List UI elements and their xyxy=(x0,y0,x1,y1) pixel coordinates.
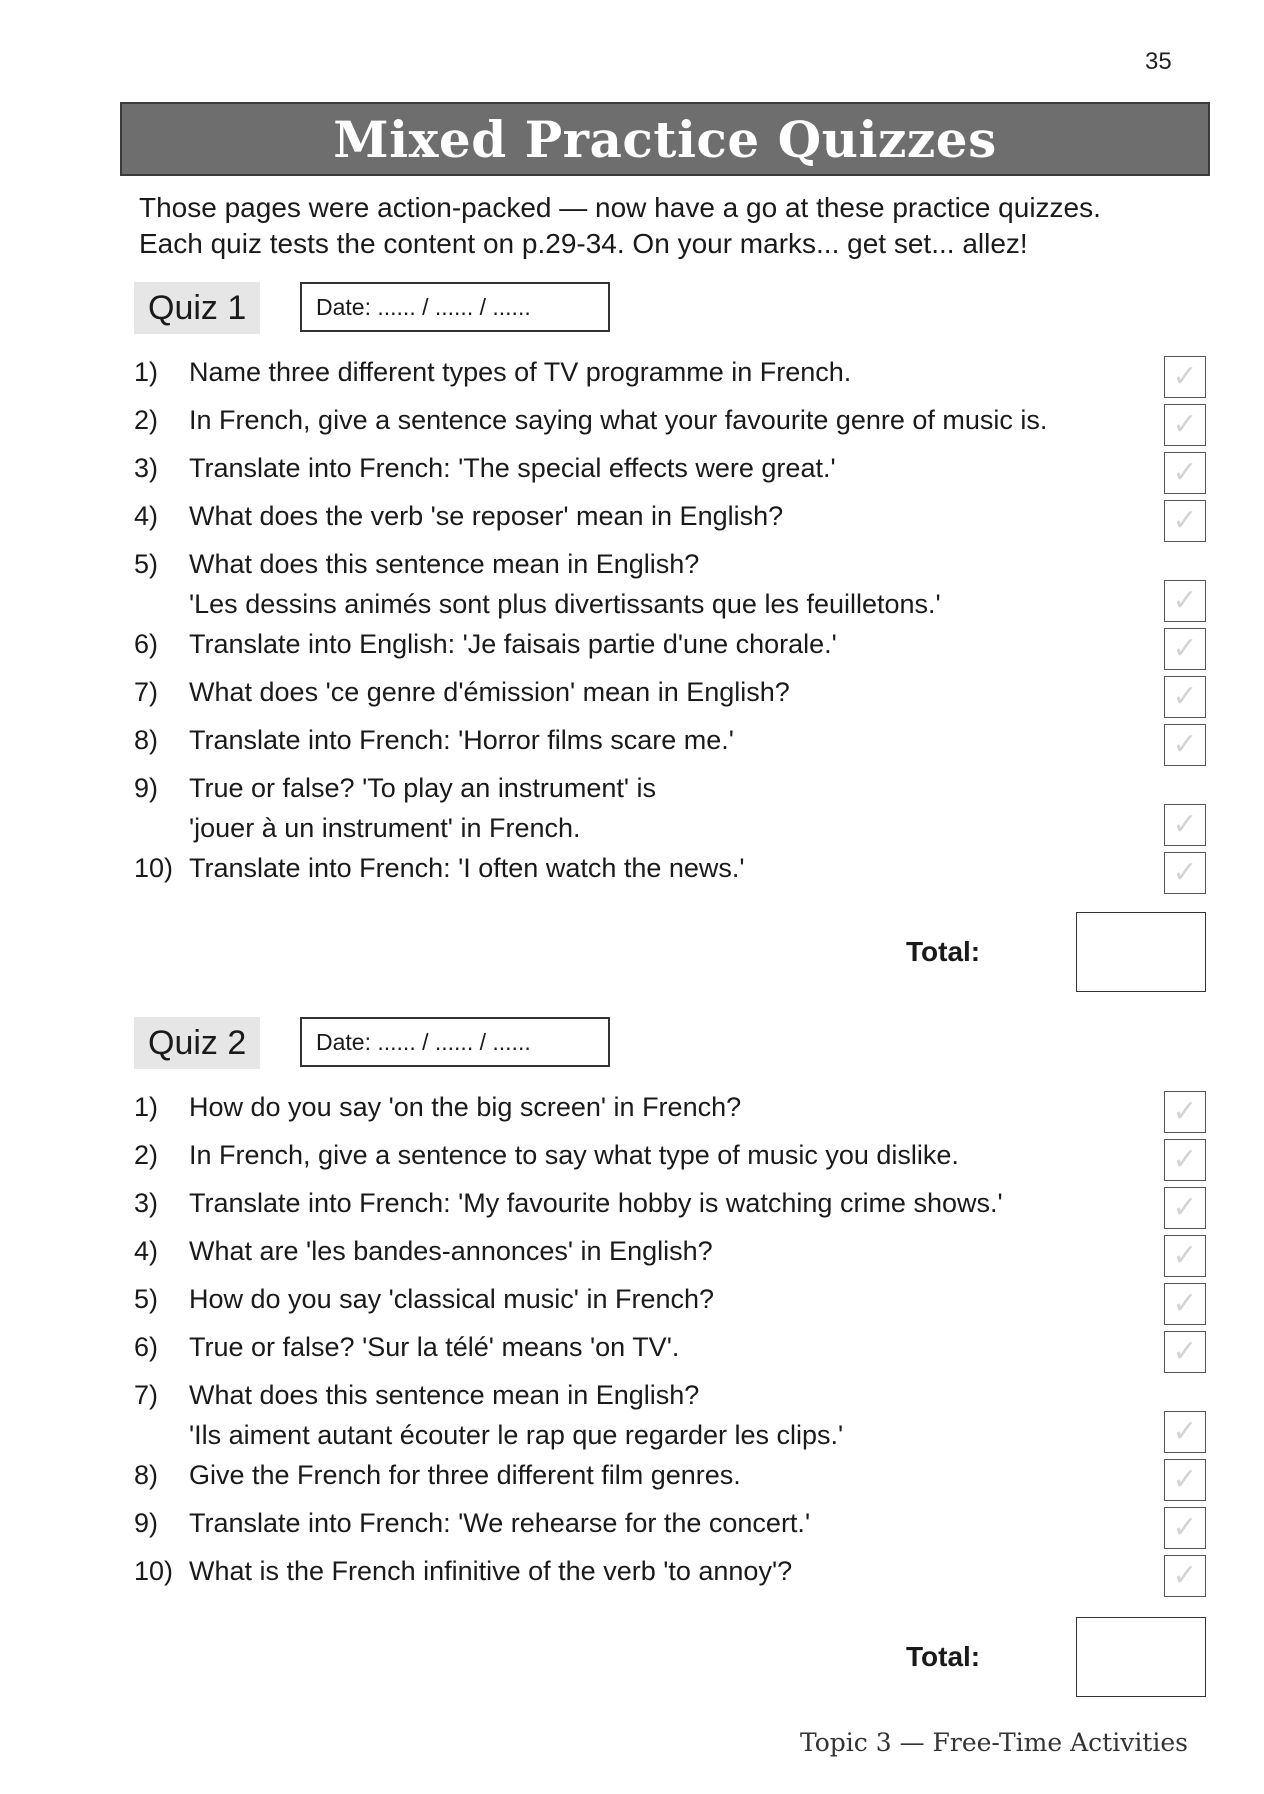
check-icon: ✓ xyxy=(1172,1511,1198,1544)
question-text: What does this sentence mean in English? xyxy=(189,549,700,579)
question-text: What does 'ce genre d'émission' mean in English? xyxy=(189,677,790,707)
answer-checkbox[interactable] xyxy=(1164,580,1206,622)
question-item xyxy=(134,544,1214,624)
check-icon: ✓ xyxy=(1172,1239,1198,1272)
question-text-line-2: 'jouer à un instrument' in French. xyxy=(189,813,581,843)
question-number: 5) xyxy=(134,549,159,579)
question-text: Name three different types of TV programme in French. xyxy=(189,357,852,387)
question-item xyxy=(134,448,1214,496)
check-icon: ✓ xyxy=(1172,584,1198,617)
check-icon: ✓ xyxy=(1172,1415,1198,1448)
question-text: Translate into French: 'The special effects were great.' xyxy=(189,453,836,483)
question-text: Translate into French: 'I often watch the news.' xyxy=(189,853,745,883)
question-number: 8) xyxy=(134,725,159,755)
question-number: 7) xyxy=(134,1380,159,1410)
intro-text xyxy=(139,190,1199,262)
date-field[interactable]: Date: ...... / ...... / ...... xyxy=(300,1017,610,1067)
question-item xyxy=(134,624,1214,672)
question-text-line-2: 'Ils aiment autant écouter le rap que regarder les clips.' xyxy=(189,1420,844,1450)
question-text: Translate into French: 'We rehearse for the concert.' xyxy=(189,1508,811,1538)
question-number: 6) xyxy=(134,1332,159,1362)
intro-line-1: Those pages were action-packed — now have a go at these practice quizzes. xyxy=(139,192,1101,223)
question-item xyxy=(134,848,1214,896)
question-text: Give the French for three different film genres. xyxy=(189,1460,741,1490)
quiz-label: Quiz 1 xyxy=(134,282,260,334)
question-text: Translate into English: 'Je faisais partie d'une chorale.' xyxy=(189,629,837,659)
total-score-box[interactable] xyxy=(1076,1617,1206,1697)
total-row xyxy=(906,912,1206,994)
question-text: True or false? 'To play an instrument' is xyxy=(189,773,657,803)
question-list xyxy=(134,352,1214,896)
answer-checkbox[interactable] xyxy=(1164,452,1206,494)
question-number: 8) xyxy=(134,1460,159,1490)
question-item xyxy=(134,1375,1214,1455)
answer-checkbox[interactable] xyxy=(1164,1459,1206,1501)
question-item xyxy=(134,352,1214,400)
question-item xyxy=(134,1231,1214,1279)
check-icon: ✓ xyxy=(1172,360,1198,393)
quiz-header xyxy=(134,1017,1214,1077)
quiz-header xyxy=(134,282,1214,342)
question-item xyxy=(134,400,1214,448)
question-number: 2) xyxy=(134,1140,159,1170)
answer-checkbox[interactable] xyxy=(1164,1331,1206,1373)
check-icon: ✓ xyxy=(1172,680,1198,713)
footer-topic: Topic 3 — Free-Time Activities xyxy=(800,1728,1188,1757)
check-icon: ✓ xyxy=(1172,1095,1198,1128)
question-text: In French, give a sentence saying what your favourite genre of music is. xyxy=(189,405,1048,435)
answer-checkbox[interactable] xyxy=(1164,1235,1206,1277)
question-number: 7) xyxy=(134,677,159,707)
question-text-line-2: 'Les dessins animés sont plus divertissants que les feuilletons.' xyxy=(189,589,941,619)
question-item xyxy=(134,768,1214,848)
question-number: 4) xyxy=(134,1236,159,1266)
answer-checkbox[interactable] xyxy=(1164,804,1206,846)
question-text: Translate into French: 'Horror films scare me.' xyxy=(189,725,734,755)
title-banner xyxy=(120,102,1210,176)
total-score-box[interactable] xyxy=(1076,912,1206,992)
question-number: 1) xyxy=(134,1092,159,1122)
answer-checkbox[interactable] xyxy=(1164,852,1206,894)
question-number: 4) xyxy=(134,501,159,531)
answer-checkbox[interactable] xyxy=(1164,1139,1206,1181)
question-number: 6) xyxy=(134,629,159,659)
check-icon: ✓ xyxy=(1172,1191,1198,1224)
quiz-1 xyxy=(134,282,1214,967)
answer-checkbox[interactable] xyxy=(1164,1283,1206,1325)
answer-checkbox[interactable] xyxy=(1164,628,1206,670)
question-number: 5) xyxy=(134,1284,159,1314)
question-number: 9) xyxy=(134,773,159,803)
answer-checkbox[interactable] xyxy=(1164,1411,1206,1453)
question-item xyxy=(134,1455,1214,1503)
check-icon: ✓ xyxy=(1172,632,1198,665)
total-label: Total: xyxy=(906,936,981,967)
question-item xyxy=(134,672,1214,720)
quiz-2 xyxy=(134,1017,1214,1672)
intro-line-2: Each quiz tests the content on p.29-34. On your marks... get set... allez! xyxy=(139,228,1028,259)
question-text: How do you say 'on the big screen' in French? xyxy=(189,1092,742,1122)
question-item xyxy=(134,1183,1214,1231)
question-number: 3) xyxy=(134,453,159,483)
question-number: 10) xyxy=(134,853,174,883)
check-icon: ✓ xyxy=(1172,1143,1198,1176)
page-number: 35 xyxy=(1145,48,1172,75)
question-item xyxy=(134,1087,1214,1135)
check-icon: ✓ xyxy=(1172,408,1198,441)
date-field[interactable]: Date: ...... / ...... / ...... xyxy=(300,282,610,332)
check-icon: ✓ xyxy=(1172,728,1198,761)
quiz-label: Quiz 2 xyxy=(134,1017,260,1069)
check-icon: ✓ xyxy=(1172,504,1198,537)
check-icon: ✓ xyxy=(1172,856,1198,889)
answer-checkbox[interactable] xyxy=(1164,1555,1206,1597)
question-number: 10) xyxy=(134,1556,174,1586)
check-icon: ✓ xyxy=(1172,1559,1198,1592)
question-item xyxy=(134,1135,1214,1183)
question-text: How do you say 'classical music' in French? xyxy=(189,1284,715,1314)
question-text: Translate into French: 'My favourite hobby is watching crime shows.' xyxy=(189,1188,1003,1218)
question-number: 3) xyxy=(134,1188,159,1218)
question-item xyxy=(134,1279,1214,1327)
check-icon: ✓ xyxy=(1172,1463,1198,1496)
question-number: 2) xyxy=(134,405,159,435)
answer-checkbox[interactable] xyxy=(1164,356,1206,398)
question-text: True or false? 'Sur la télé' means 'on TV'. xyxy=(189,1332,680,1362)
question-item xyxy=(134,496,1214,544)
question-list xyxy=(134,1087,1214,1599)
question-item xyxy=(134,1503,1214,1551)
check-icon: ✓ xyxy=(1172,808,1198,841)
question-text: What are 'les bandes-annonces' in English? xyxy=(189,1236,713,1266)
answer-checkbox[interactable] xyxy=(1164,1091,1206,1133)
answer-checkbox[interactable] xyxy=(1164,500,1206,542)
question-text: What is the French infinitive of the verb 'to annoy'? xyxy=(189,1556,793,1586)
check-icon: ✓ xyxy=(1172,1287,1198,1320)
answer-checkbox[interactable] xyxy=(1164,676,1206,718)
total-row xyxy=(906,1617,1206,1699)
question-text: What does the verb 'se reposer' mean in English? xyxy=(189,501,784,531)
answer-checkbox[interactable] xyxy=(1164,724,1206,766)
check-icon: ✓ xyxy=(1172,1335,1198,1368)
answer-checkbox[interactable] xyxy=(1164,1187,1206,1229)
total-label: Total: xyxy=(906,1641,981,1672)
question-number: 9) xyxy=(134,1508,159,1538)
question-item xyxy=(134,720,1214,768)
question-text: In French, give a sentence to say what type of music you dislike. xyxy=(189,1140,959,1170)
question-item xyxy=(134,1551,1214,1599)
question-number: 1) xyxy=(134,357,159,387)
question-item xyxy=(134,1327,1214,1375)
question-text: What does this sentence mean in English? xyxy=(189,1380,700,1410)
answer-checkbox[interactable] xyxy=(1164,1507,1206,1549)
page-title: Mixed Practice Quizzes xyxy=(333,109,997,169)
answer-checkbox[interactable] xyxy=(1164,404,1206,446)
check-icon: ✓ xyxy=(1172,456,1198,489)
